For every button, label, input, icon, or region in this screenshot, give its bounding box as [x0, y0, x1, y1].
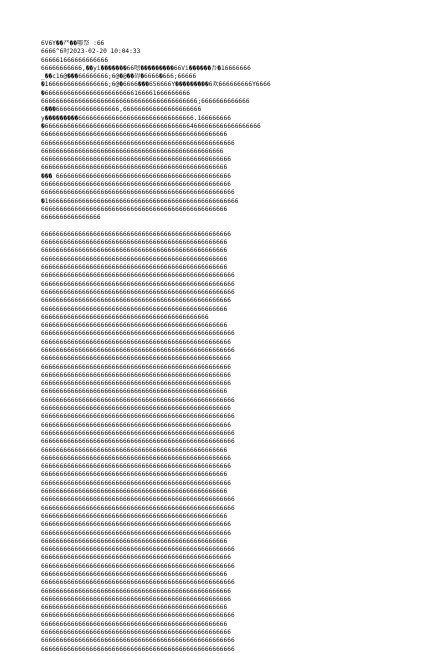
document-line: 66666666666666666666666666666666666666666666666666 [41, 247, 228, 255]
document-line: 666666666666666666666666666666666666666666;6666666666666 [41, 98, 250, 106]
document-header [41, 40, 411, 65]
document-line: 66666666666666666666666666666666666666666666666666 [41, 604, 228, 612]
document-line: _��c16@���66666666;6@�@��碍�6666�666;66666 [41, 73, 197, 81]
header-line: 6666^6时2023-02-20 10:04:33 [41, 48, 141, 56]
document-line: 6666666666666666666666666666666666666666666666666666 [41, 645, 235, 653]
document-line: 666666666666666666666666666666666666666666666666666 [41, 230, 231, 238]
document-line: 6666666666666666 [41, 214, 101, 222]
document-line: 666666666666666666666666666666666666666666666666666 [41, 554, 231, 562]
document-line: 66666666666,��yi�������66嗯���������66Vi������吾�16666666 [41, 64, 251, 72]
document-line: 6666666666666666666666666666666666666666666666666666 [41, 330, 235, 338]
document-line: 666666666666666666666666666666666666666666666666666 [41, 181, 231, 189]
document-line: 666666666666666666666666666666666666666666666666666 [41, 454, 231, 462]
document-line: 66666666666666666666666666666666666666666666666666 [41, 239, 228, 247]
document-line: 6666666666666666666666666666666666666666666666666666 [41, 546, 235, 554]
document-body-section-1 [41, 65, 411, 223]
document-line: 66666666666666666666666666666666666666666666666666 [41, 537, 228, 545]
document-line: 666666666666666666666666666666666666666666666666666 [41, 479, 231, 487]
document-line: ��� 66666666666666666666666666666666666666666666666 [41, 172, 231, 180]
document-line: 666666666666666666666666666666666666666666666666666 [41, 529, 231, 537]
header-line: 666661666666666666 [41, 56, 109, 64]
document-line: 6666666666666666666666666666666666666666666666666666 [41, 272, 235, 280]
document-line: 666666666666666666666666666666666666666666666666666 [41, 421, 231, 429]
document-line: 66666666666666666666666666666666666666666666666666 [41, 322, 228, 330]
document-line: 66666666666666666666666666666666666666666666666666 [41, 571, 228, 578]
header-line: 6V6Y��严��哪祭 :66 [41, 40, 105, 47]
document-body-section-2 [41, 231, 411, 654]
document-line: 66666666666666666666666666666666666666666666666666 [41, 255, 228, 263]
document-line: 66666666666666666666666666666666666666666666666666 [41, 305, 228, 313]
document-line: 666666666666666666666666666666666666666666666666666 [41, 629, 231, 637]
document-line: �6666666666666666666666666666666666666664666666666666666666 [41, 122, 261, 130]
document-line: 6666666666666666666666666666666666666666666666666666 [41, 612, 235, 620]
document-line: �16666666666666666;6@�6666���656666Y���������6欢666666666Y6666 [41, 81, 271, 89]
document-line: 6666666666666666666666666666666666666666666666666666 [41, 189, 235, 197]
document-line: 66666666666666666666666666666666666666666666666666 [41, 512, 228, 520]
document-line: 666666666666666666666666666666666666666666666666666 [41, 521, 231, 529]
document-line: y���������6666666666666666666666666666666.166666666 [41, 114, 231, 122]
document-line: 66666666666666666666666666666666666666666666666666 [41, 388, 228, 396]
document-line: 66666666666666666666666666666666666666666666666666 [41, 264, 228, 272]
document-line: 6666666666666666666666666666666666666666666666666666 [41, 139, 235, 147]
document-line: 666666666666666666666666666666666666666666666666666 [41, 338, 231, 346]
document-line: 6666666666666666666666666666666666666666666666666666 [41, 438, 235, 446]
document-line: 66666666666666666666666666666666666666666666666666 [41, 471, 228, 479]
document-line: 666666666666666666666666666666666666666666666666666 [41, 405, 231, 413]
document-line: 6666666666666666666666666666666666666666666666666666 [41, 413, 235, 421]
document-line: 66666666666666666666666666666666666666666666666666 [41, 205, 228, 213]
document-line: 6666666666666666666666666666666666666666666666666666 [41, 288, 235, 296]
document-line: 666666666666666666666666666666666666666666666666666 [41, 371, 231, 379]
document-line: 6666666666666666666666666666666666666666666666666666 [41, 562, 235, 570]
document-line: �666666666666666666666666166661666666666 [41, 89, 191, 97]
document-line: 6666666666666666666666666666666666666666666666666666 [41, 637, 235, 645]
document-line: 6666666666666666666666666666666666666666666666666666 [41, 396, 235, 404]
document-line: 6666666666666666666666666666666666666666666666666666 [41, 429, 235, 437]
document-line: 66666666666666666666666666666666666666666666666666 [41, 446, 228, 454]
document-line: 666666666666666666666666666666666666666666666666666 [41, 363, 231, 371]
document-line: 6666666666666666666666666666666666666666666666666666 [41, 579, 235, 587]
document-line: 666666666666666666666666666666666666666666666666666 [41, 463, 231, 471]
document-line: 666666666666666666666666666666666666666666666666666 [41, 297, 231, 305]
paragraph-gap [41, 223, 411, 231]
document-line: 6666666666666666666666666666666666666666666666666 [41, 147, 224, 155]
document-line: 666666666666666666666666666666666666666666666666666 [41, 587, 231, 595]
document-line: �1666666666666666666666666666666666666666666666666666 [41, 197, 239, 205]
document-line: 6666666666666666666666666666666666666666666666666666 [41, 504, 235, 512]
document-line: 66666666666666666666666666666666666666666666666666 [41, 488, 228, 496]
document-line: 66666666666666666666666666666666666666666666666666 [41, 620, 228, 628]
document-line: 6666666666666666666666666666666666666666666666666666 [41, 280, 235, 288]
document-line: 6���66666666666666666,666666666666666666666 [41, 106, 202, 114]
document-line: 666666666666666666666666666666666666666666666666666 [41, 380, 231, 388]
document-line: 66666666666666666666666666666666666666666666666666 [41, 131, 228, 139]
document-text-block [41, 40, 411, 654]
document-line: 666666666666666666666666666666666666666666666666666 [41, 355, 231, 363]
document-line: 666666666666666666666666666666666666666666666666666 [41, 156, 231, 164]
document-line: 66666666666666666666666666666666666666666666666666 [41, 164, 228, 172]
document-line: 666666666666666666666666666666666666666666666 [41, 313, 209, 321]
document-line: 666666666666666666666666666666666666666666666666666 [41, 595, 231, 603]
document-line: 6666666666666666666666666666666666666666666666666666 [41, 346, 235, 354]
document-line: 6666666666666666666666666666666666666666666666666666 [41, 496, 235, 504]
